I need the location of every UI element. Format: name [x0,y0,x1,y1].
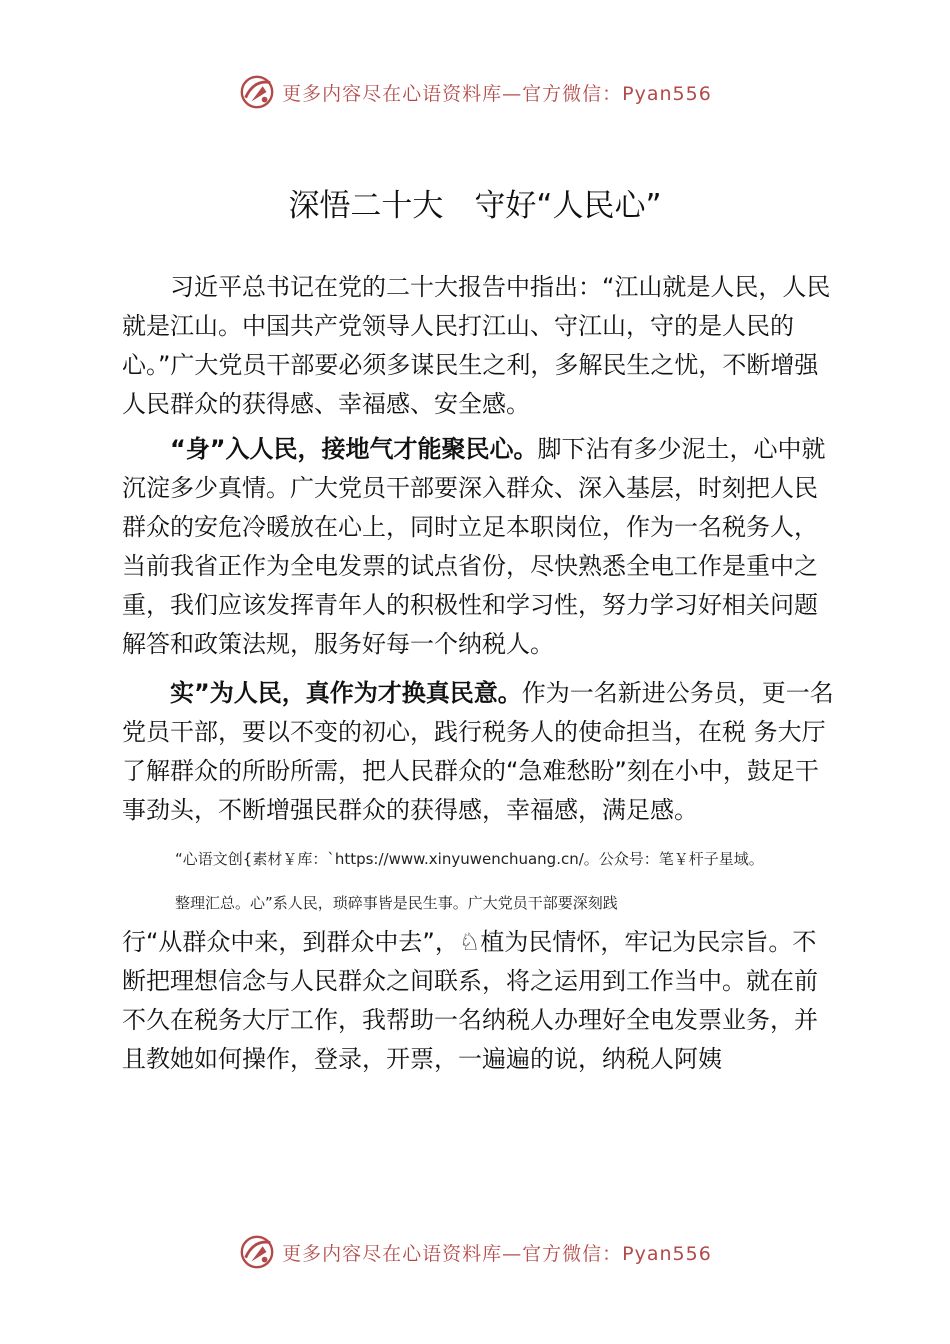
wechat-id: Pyan556 [622,82,712,105]
paragraph-2-heading: “身”入人民，接地气才能聚民心。 [170,435,538,463]
document-title: 深悟二十大 守好“人民心” [288,188,662,224]
header-banner [0,72,950,112]
source-note-1: “心语文创{素材￥库：`https://www.xinyuwenchuang.cn/。公众号：笔￥杆子星域。 [175,850,764,868]
paragraph-1 [122,268,834,424]
library-logo-icon [238,73,276,111]
paragraph-3-text: 作为一名新进公务员，更一名党员干部，要以不变的初心，践行税务人的使命担当，在税 务大厅了解群众的所盼所需，把人民群众的“急难愁盼”刻在小中，鼓足干事劲头，不断增强民群众的获得感，幸福感，满足感。 [122,679,834,824]
banner-text: 更多内容尽在心语资料库—官方微信：Pyan556 [282,82,712,105]
paragraph-2 [122,430,834,664]
wechat-id: Pyan556 [622,1242,712,1265]
paragraph-4-text: 行“从群众中来，到群众中去”，♘植为民情怀，牢记为民宗旨。不断把理想信念与人民群众之间联系，将之运用到工作当中。就在前不久在税务大厅工作，我帮助一名纳税人办理好全电发票业务，并且教她如何操作，登录，开票，一遍遍的说，纳税人阿姨 [122,928,818,1073]
paragraph-4 [122,923,834,1079]
paragraph-3-heading: 实”为人民，真作为才换真民意。 [170,679,522,707]
paragraph-3 [122,674,834,830]
paragraph-1-text: 习近平总书记在党的二十大报告中指出：“江山就是人民，人民就是江山。中国共产党领导人民打江山、守江山，守的是人民的心。”广大党员干部要必须多谋民生之利，多解民生之忧，不断增强人民群众的获得感、幸福感、安全感。 [122,273,831,418]
footer-banner [0,1232,950,1272]
paragraph-2-text: 脚下沾有多少泥土，心中就沉淀多少真情。广大党员干部要深入群众、深入基层，时刻把人民群众的安危冷暖放在心上，同时立足本职岗位，作为一名税务人，当前我省正作为全电发票的试点省份，尽快熟悉全电工作是重中之重，我们应该发挥青年人的积极性和学习性，努力学习好相关问题解答和政策法规，服务好每一个纳税人。 [122,435,826,658]
banner-text: 更多内容尽在心语资料库—官方微信：Pyan556 [282,1242,712,1265]
library-logo-icon [238,1233,276,1271]
source-note-2: 整理汇总。心”系人民，琐碎事皆是民生事。广大党员干部要深刻践 [175,894,618,912]
